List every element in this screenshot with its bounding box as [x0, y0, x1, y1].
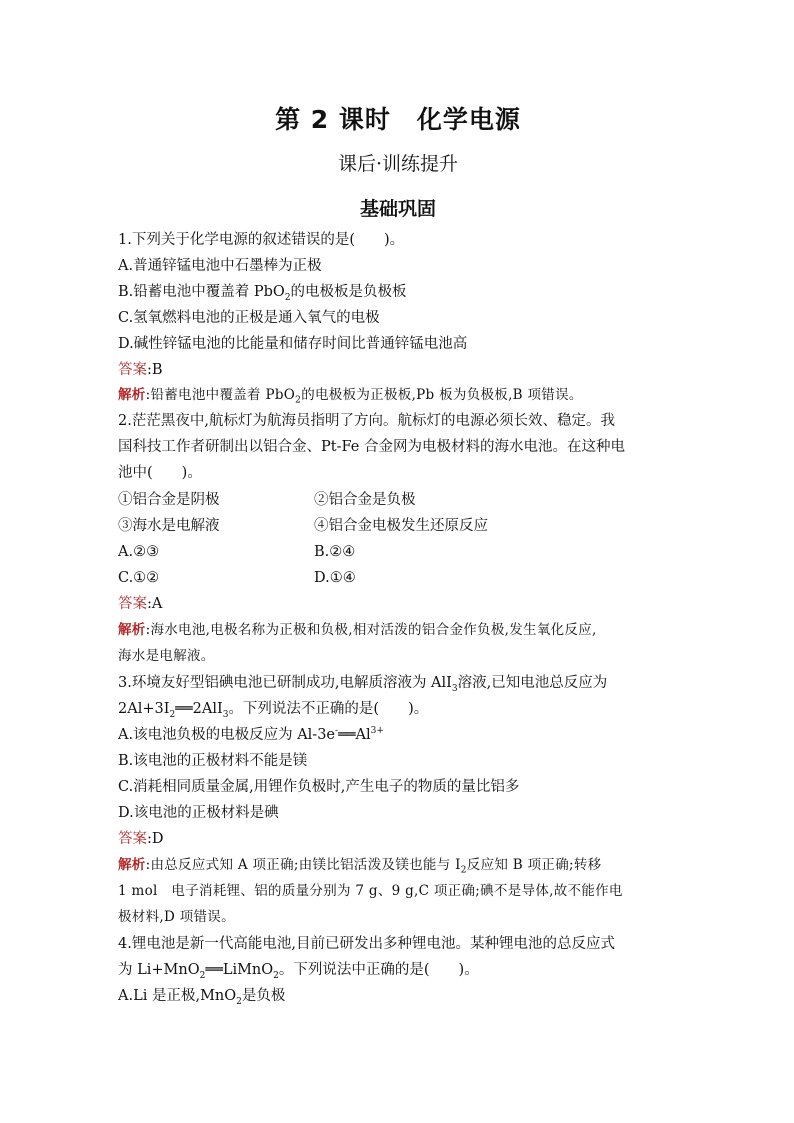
q4-option-a: A.Li 是正极,MnO$_2$是负极: [118, 988, 286, 1007]
q3-option-c: C.消耗相同质量金属,用锂作负极时,产生电子的物质的量比铝多: [118, 779, 520, 795]
q2-stem-line1: 2.茫茫黑夜中,航标灯为航海员指明了方向。航标灯的电源必须长效、稳定。我: [118, 413, 615, 429]
q3-explanation-line3: 极材料,D 项错误。: [118, 909, 235, 925]
page-title: 第 2 课时 化学电源: [275, 105, 521, 134]
q3-stem-line2: $2Al+3I_2══2AlI_3$。下列说法不正确的是( )。: [118, 701, 429, 720]
q3-explanation-line1: 解析:由总反应式知 A 项正确;由镁比铝活泼及镁也能与 $I_2$反应知 B 项正确;转移: [118, 857, 602, 876]
q2-explanation-line1: 解析:海水电池,电极名称为正极和负极,相对活泼的铝合金作负极,发生氧化反应,: [118, 622, 597, 638]
q3-stem-line1: 3.环境友好型铝碘电池已研制成功,电解质溶液为 AlI$_3$溶液,已知电池总反应为: [118, 675, 608, 694]
section-heading: 基础巩固: [359, 198, 436, 220]
q2-option-b: B.②④: [314, 544, 356, 560]
q2-stem-line3: 池中( )。: [118, 465, 202, 481]
q1-option-b: B.铅蓄电池中覆盖着 PbO$_2$的电极板是负极板: [118, 284, 407, 303]
q3-option-b: B.该电池的正极材料不能是镁: [118, 753, 308, 769]
q1-answer: 答案:B: [118, 362, 163, 378]
q4-stem-line1: 4.锂电池是新一代高能电池,目前已研发出多种锂电池。某种锂电池的总反应式: [118, 936, 615, 952]
q3-answer: 答案:D: [118, 831, 164, 847]
q2-statement-1: ①铝合金是阴极: [118, 492, 220, 508]
q3-option-d: D.该电池的正极材料是碘: [118, 805, 279, 821]
q1-option-c: C.氢氧燃料电池的正极是通入氧气的电极: [118, 310, 380, 326]
q2-statement-4: ④铝合金电极发生还原反应: [314, 518, 488, 534]
q2-statement-3: ③海水是电解液: [118, 518, 220, 534]
q2-statement-2: ②铝合金是负极: [314, 492, 416, 508]
q1-explanation: 解析:铅蓄电池中覆盖着 PbO$_2$的电极板为正极板,Pb 板为负极板,B 项错误。: [118, 387, 583, 406]
q2-answer: 答案:A: [118, 596, 163, 612]
q1-option-d: D.碱性锌锰电池的比能量和储存时间比普通锌锰电池高: [118, 336, 468, 352]
q4-stem-line2: 为 Li+MnO$_2$══LiMnO$_2$。下列说法中正确的是( )。: [118, 962, 479, 981]
q2-explanation-line2: 海水是电解液。: [118, 648, 215, 664]
q3-option-a: A.该电池负极的电极反应为 $Al-3e^-══Al^{3+}$: [118, 726, 384, 743]
q2-option-c: C.①②: [118, 570, 160, 586]
q2-stem-line2: 国科技工作者研制出以铝合金、Pt-Fe 合金网为电极材料的海水电池。在这种电: [118, 439, 625, 455]
q1-option-a: A.普通锌锰电池中石墨棒为正极: [118, 258, 322, 274]
q2-option-d: D.①④: [314, 570, 356, 586]
q1-stem: 1.下列关于化学电源的叙述错误的是( )。: [118, 232, 405, 248]
q3-explanation-line2: 1 mol 电子消耗锂、铝的质量分别为 7 g、9 g,C 项正确;碘不是导体,故不能作电: [118, 883, 623, 899]
q2-option-a: A.②③: [118, 544, 160, 560]
page-subtitle: 课后·训练提升: [337, 153, 459, 175]
